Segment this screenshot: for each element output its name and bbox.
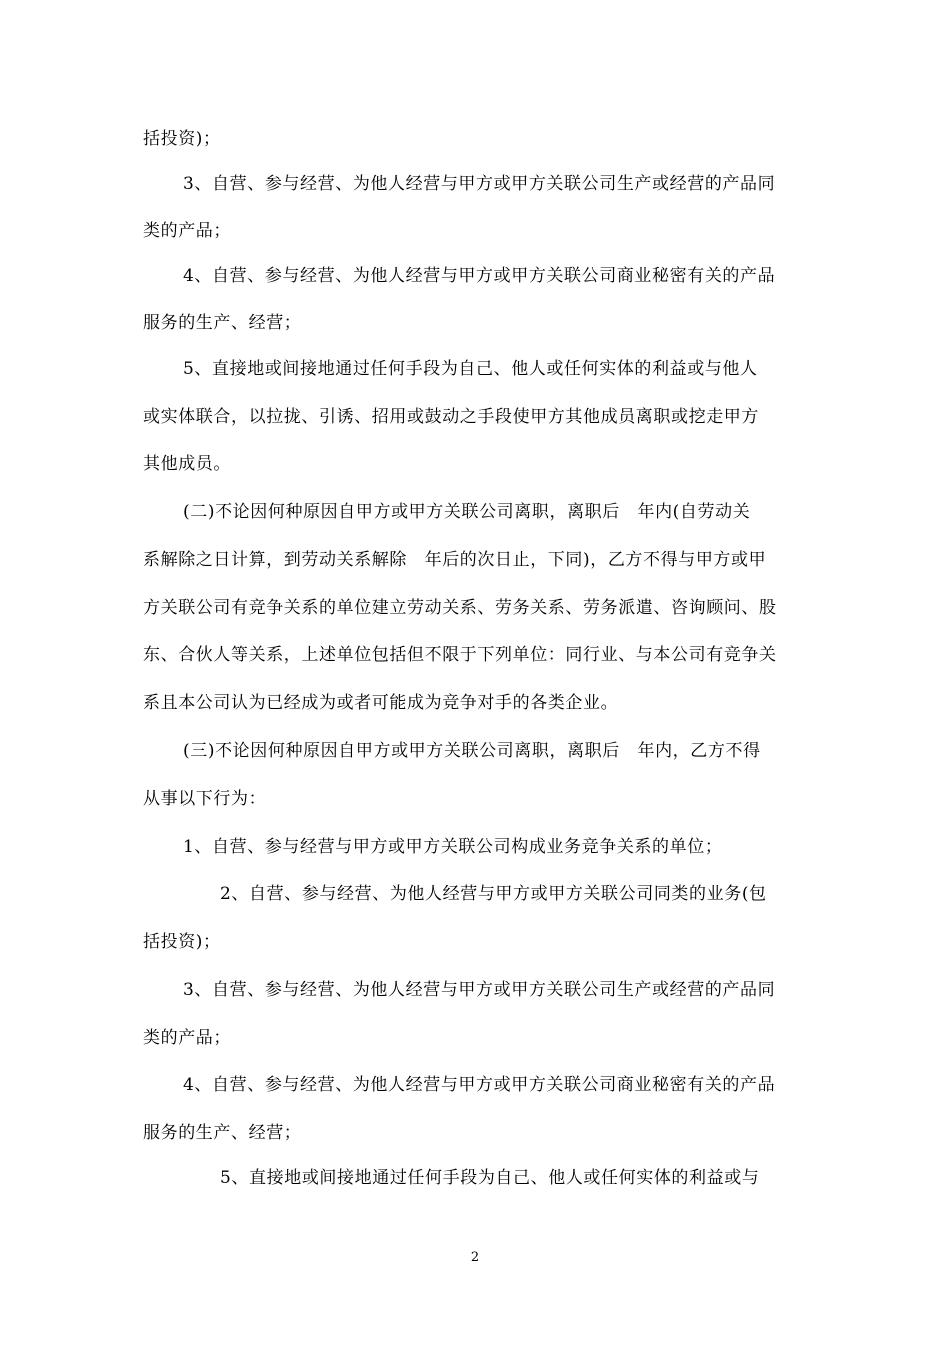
text-line: (二)不论因何种原因自甲方或甲方关联公司离职，离职后 年内(自劳动关: [183, 502, 751, 522]
text-line: 方关联公司有竞争关系的单位建立劳动关系、劳务关系、劳务派遣、咨询顾问、股: [143, 598, 777, 618]
text-line: 3、自营、参与经营、为他人经营与甲方或甲方关联公司生产或经营的产品同: [183, 174, 776, 194]
text-line: 4、自营、参与经营、为他人经营与甲方或甲方关联公司商业秘密有关的产品: [183, 266, 776, 286]
text-line: 5、直接地或间接地通过任何手段为自己、他人或任何实体的利益或与他人: [183, 359, 758, 379]
text-line: 或实体联合，以拉拢、引诱、招用或鼓动之手段使甲方其他成员离职或挖走甲方: [143, 407, 759, 427]
text-line: 2、自营、参与经营、为他人经营与甲方或甲方关联公司同类的业务(包: [220, 884, 767, 904]
text-line: 服务的生产、经营；: [143, 1123, 302, 1143]
text-line: 括投资)；: [143, 129, 221, 149]
text-line: 服务的生产、经营；: [143, 313, 302, 333]
text-line: 东、合伙人等关系，上述单位包括但不限于下列单位：同行业、与本公司有竞争关: [143, 645, 777, 665]
text-line: 类的产品；: [143, 1028, 231, 1048]
text-line: 5、直接地或间接地通过任何手段为自己、他人或任何实体的利益或与: [220, 1168, 760, 1188]
text-line: 括投资)；: [143, 932, 221, 952]
text-line: 1、自营、参与经营与甲方或甲方关联公司构成业务竞争关系的单位；: [183, 837, 723, 857]
page-number: 2: [470, 1250, 480, 1265]
text-line: 系且本公司认为已经成为或者可能成为竞争对手的各类企业。: [143, 693, 619, 713]
text-line: 系解除之日计算，到劳动关系解除 年后的次日止，下同)，乙方不得与甲方或甲: [143, 550, 767, 570]
text-line: 4、自营、参与经营、为他人经营与甲方或甲方关联公司商业秘密有关的产品: [183, 1075, 776, 1095]
text-line: 其他成员。: [143, 454, 231, 474]
text-line: 3、自营、参与经营、为他人经营与甲方或甲方关联公司生产或经营的产品同: [183, 980, 776, 1000]
text-line: 从事以下行为：: [143, 789, 267, 809]
text-line: 类的产品；: [143, 221, 231, 241]
text-line: (三)不论因何种原因自甲方或甲方关联公司离职，离职后 年内，乙方不得: [183, 741, 761, 761]
